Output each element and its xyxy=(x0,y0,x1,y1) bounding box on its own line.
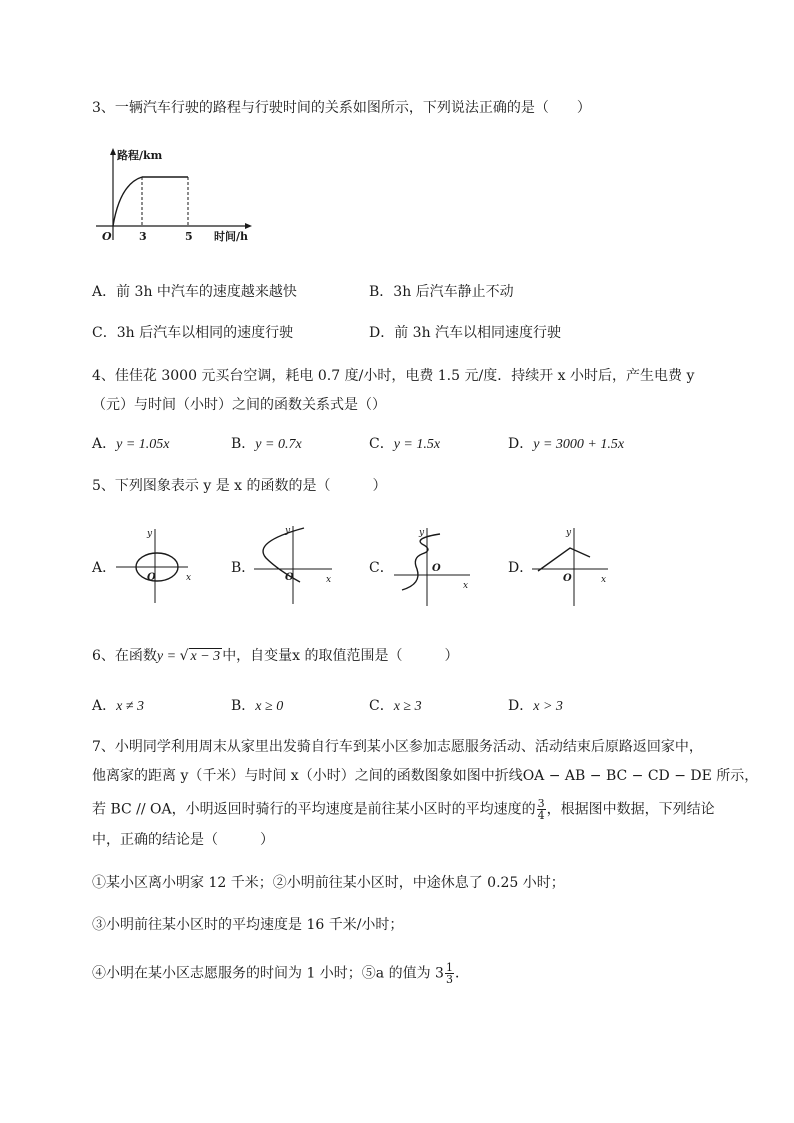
q6-sqrt-sign: √ xyxy=(179,648,189,664)
q3-stem: 3、一辆汽车行驶的路程与行驶时间的关系如图所示，下列说法正确的是（ ） xyxy=(92,100,591,116)
q6-stem xyxy=(92,646,459,667)
q3-curve xyxy=(113,177,142,226)
q4-option-d-expr: y = 3000 + 1.5x xyxy=(533,437,625,452)
q6-stem-pre: 6、在函数 xyxy=(92,648,157,664)
q3-x-arrow xyxy=(245,223,252,229)
q3-option-b[interactable]: B．3h 后汽车静止不动 xyxy=(369,284,514,300)
q6-option-b-letter: B． xyxy=(231,698,256,714)
q7-s4-frac-num: 1 xyxy=(445,961,453,974)
q6-option-a-letter: A． xyxy=(92,698,117,714)
q3-option-a[interactable]: A．前 3h 中汽车的速度越来越快 xyxy=(92,284,297,300)
q6-option-d-expr: x > 3 xyxy=(533,699,563,714)
q4-option-b[interactable] xyxy=(231,434,302,455)
q7-fraction xyxy=(537,798,546,821)
q4-option-b-letter: B． xyxy=(231,436,256,452)
q5-graph-b xyxy=(252,522,337,607)
q6-func-radicand: x − 3 xyxy=(190,649,221,664)
q5-d-broken-line xyxy=(538,548,590,571)
q7-line3-pre: 若 BC // OA，小明返回时骑行的平均速度是前往某小区时的平均速度的 xyxy=(92,801,536,818)
q4-option-d-letter: D． xyxy=(508,436,534,452)
q7-stem-line1: 7、小明同学利用周末从家里出发骑自行车到某小区参加志愿服务活动、活动结束后原路返回家中， xyxy=(92,739,703,755)
q5-b-parabola xyxy=(263,528,304,582)
q6-option-a-expr: x ≠ 3 xyxy=(116,699,145,714)
svg-text:O: O xyxy=(432,563,441,574)
q4-option-c-expr: y = 1.5x xyxy=(393,437,441,452)
q7-line3-post: ，根据图中数据，下列结论 xyxy=(546,801,715,818)
svg-text:x: x xyxy=(186,573,192,583)
q3-origin: O xyxy=(102,230,112,243)
q3-y-arrow xyxy=(110,148,116,155)
q4-stem-line1: 4、佳佳花 3000 元买台空调，耗电 0.7 度/小时，电费 1.5 元/度．持续开 x 小时后，产生电费 y xyxy=(92,368,695,384)
q4-option-a-letter: A． xyxy=(92,436,117,452)
q4-option-b-expr: y = 0.7x xyxy=(255,437,302,452)
q5-graph-a xyxy=(114,525,194,605)
q7-frac-den: 4 xyxy=(537,809,545,822)
q7-stem-line3 xyxy=(92,798,715,821)
q3-option-c[interactable]: C．3h 后汽车以相同的速度行驶 xyxy=(92,325,294,341)
q4-option-c[interactable] xyxy=(369,434,440,455)
q6-option-c-letter: C． xyxy=(369,698,394,714)
q6-option-c[interactable] xyxy=(369,696,422,717)
q5-c-curve xyxy=(402,534,440,590)
svg-text:O: O xyxy=(285,572,294,583)
svg-text:O: O xyxy=(147,572,156,583)
q5-option-a-letter[interactable]: A． xyxy=(92,560,117,576)
q7-statement-4-5 xyxy=(92,962,469,985)
q5-graph-c xyxy=(392,524,477,609)
q7-s4-fraction xyxy=(445,962,454,985)
q4-option-d[interactable] xyxy=(508,434,624,455)
svg-text:x: x xyxy=(326,575,332,585)
q6-stem-post: 中，自变量x 的取值范围是（ ） xyxy=(222,648,459,664)
q6-func-lhs: y = xyxy=(156,649,180,664)
svg-text:x: x xyxy=(463,581,469,591)
q3-y-label: 路程/km xyxy=(117,149,163,162)
q6-option-c-expr: x ≥ 3 xyxy=(393,699,422,714)
q3-tick-5: 5 xyxy=(185,230,193,243)
q3-option-d[interactable]: D．前 3h 汽车以相同速度行驶 xyxy=(369,325,562,341)
q7-statement-3: ③小明前往某小区时的平均速度是 16 千米/小时； xyxy=(92,917,404,933)
q6-option-d[interactable] xyxy=(508,696,563,717)
svg-text:O: O xyxy=(563,573,572,584)
q4-stem-line2: （元）与时间（小时）之间的函数关系式是（） xyxy=(92,397,386,413)
q7-frac-num: 3 xyxy=(537,797,545,810)
q7-stem-line4: 中，正确的结论是（ ） xyxy=(92,832,274,848)
q5-graph-d xyxy=(530,524,615,609)
q4-option-c-letter: C． xyxy=(369,436,394,452)
svg-text:y: y xyxy=(285,526,291,536)
q7-statement-1-2: ①某小区离小明家 12 千米；②小明前往某小区时，中途休息了 0.25 小时； xyxy=(92,875,565,891)
svg-text:y: y xyxy=(419,528,425,538)
q5-stem: 5、下列图象表示 y 是 x 的函数的是（ ） xyxy=(92,478,387,494)
q6-option-a[interactable] xyxy=(92,696,144,717)
q7-s4-post: ． xyxy=(454,965,469,982)
q7-stem-line2: 他离家的距离 y（千米）与时间 x（小时）之间的函数图象如图中折线OA − AB − BC − CD − DE 所示， xyxy=(92,768,759,784)
q4-option-a[interactable] xyxy=(92,434,170,455)
svg-text:y: y xyxy=(147,529,153,539)
q6-option-d-letter: D． xyxy=(508,698,534,714)
q5-option-b-letter[interactable]: B． xyxy=(231,560,256,576)
q7-s4-pre: ④小明在某小区志愿服务的时间为 1 小时；⑤a 的值为 3 xyxy=(92,965,444,982)
q5-option-c-letter[interactable]: C． xyxy=(369,560,394,576)
q3-x-label: 时间/h xyxy=(214,230,249,243)
q3-tick-3: 3 xyxy=(139,230,147,243)
q5-option-d-letter[interactable]: D． xyxy=(508,560,534,576)
q4-option-a-expr: y = 1.05x xyxy=(116,437,170,452)
svg-text:y: y xyxy=(566,528,572,538)
q6-option-b-expr: x ≥ 0 xyxy=(255,699,284,714)
q3-distance-time-graph xyxy=(92,144,262,254)
svg-text:x: x xyxy=(601,575,607,585)
q6-option-b[interactable] xyxy=(231,696,283,717)
q7-s4-frac-den: 3 xyxy=(445,973,453,986)
